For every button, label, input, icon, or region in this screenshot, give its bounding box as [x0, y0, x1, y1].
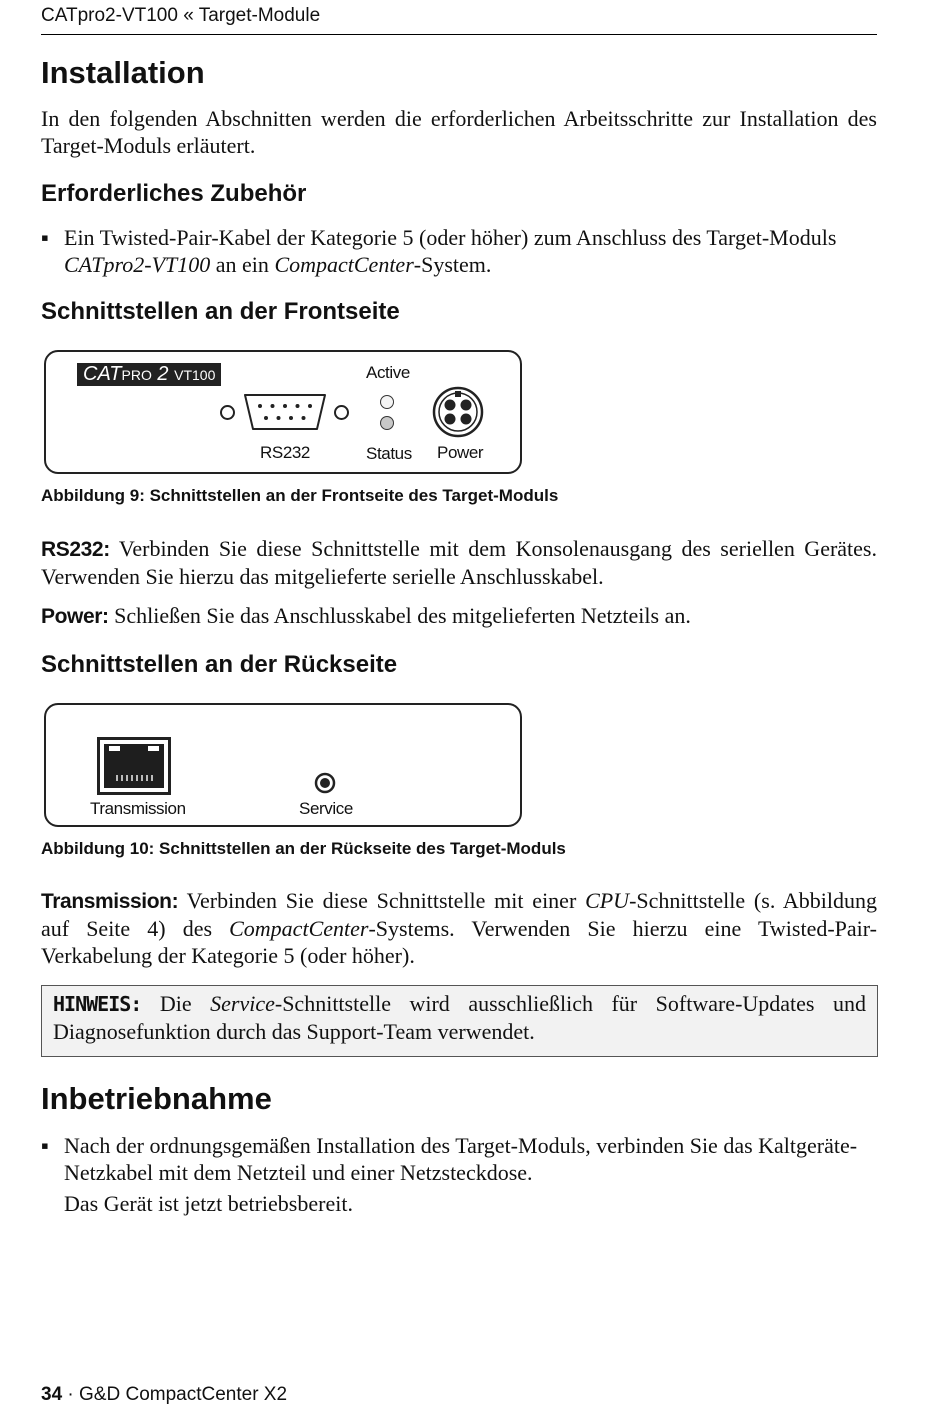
brand-logo-text-1: CAT	[83, 363, 122, 385]
system-name: CompactCenter	[274, 252, 414, 277]
figure-10-caption: Abbildung 10: Schnittstellen an der Rückseite des Target-Moduls	[41, 839, 566, 858]
note-term: HINWEIS:	[53, 992, 142, 1016]
transmission-term: Transmission:	[41, 890, 179, 913]
power-connector-icon	[432, 386, 484, 438]
brand-logo-text-4: VT100	[174, 367, 216, 383]
front-heading: Schnittstellen an der Frontseite	[41, 298, 400, 325]
accessories-heading: Erforderliches Zubehör	[41, 180, 307, 207]
accessories-text-1: Ein Twisted-Pair-Kabel der Kategorie 5 (oder höher) zum Anschluss des Target-Moduls	[64, 225, 837, 250]
front-panel-figure	[44, 350, 522, 474]
product-name: CATpro2-VT100	[64, 252, 211, 277]
page-footer	[41, 1384, 287, 1406]
running-header	[41, 5, 877, 35]
service-label: Service	[299, 799, 353, 818]
transmission-text-2: -Schnittstelle (s. Abbildung auf Seite 4) des	[41, 888, 877, 941]
bullet-marker: ▪	[41, 225, 49, 250]
rs232-screw-left	[220, 405, 235, 420]
rs232-description	[41, 535, 877, 590]
installation-intro: In den folgenden Abschnitten werden die erforderlichen Arbeitsschritte zur Installation des Target-Moduls erläutert.	[41, 106, 877, 158]
transmission-text-3: -Systems. Verwenden Sie hierzu eine Twisted-Pair-Verkabelung der Kategorie 5 (oder höher).	[41, 916, 877, 968]
accessories-item-text	[64, 224, 877, 278]
rs232-screw-right	[334, 405, 349, 420]
page-number: 34	[41, 1384, 63, 1405]
active-led-icon	[380, 395, 394, 409]
figure-9-caption: Abbildung 9: Schnittstellen an der Frontseite des Target-Moduls	[41, 486, 559, 505]
service-term: Service	[210, 991, 275, 1016]
rs232-label: RS232	[260, 443, 310, 462]
bullet-marker: ▪	[41, 1133, 49, 1158]
commissioning-heading: Inbetriebnahme	[41, 1081, 272, 1116]
power-label: Power	[437, 443, 484, 462]
accessories-text-2: an ein	[210, 252, 275, 277]
note-box	[41, 985, 878, 1057]
accessories-text-3: -System.	[413, 252, 492, 277]
rs232-term: RS232:	[41, 538, 110, 561]
cpu-term: CPU	[585, 888, 630, 913]
transmission-text-1: Verbinden Sie diese Schnittstelle mit einer	[178, 888, 586, 913]
brand-logo	[77, 363, 221, 386]
installation-heading: Installation	[41, 55, 205, 90]
footer-text: · G&D CompactCenter X2	[62, 1384, 288, 1405]
note-text-1: Die	[141, 991, 211, 1016]
transmission-description	[41, 887, 877, 969]
service-jack-icon	[314, 772, 336, 794]
rear-panel-figure	[44, 703, 522, 827]
status-label: Status	[366, 444, 412, 463]
power-text: Schließen Sie das Anschlusskabel des mitgelieferten Netzteils an.	[108, 603, 691, 628]
power-description	[41, 602, 877, 630]
power-term: Power:	[41, 605, 109, 628]
brand-logo-text-2: PRO	[121, 367, 152, 383]
header-title: CATpro2-VT100 « Target-Module	[41, 5, 321, 26]
system-name: CompactCenter	[229, 916, 369, 941]
commissioning-item-text: Nach der ordnungsgemäßen Installation des Target-Moduls, verbinden Sie das Kaltgeräte-Netzkabel mit dem Netzteil und einer Netzsteckdose.	[64, 1133, 858, 1185]
rear-heading: Schnittstellen an der Rückseite	[41, 651, 398, 678]
note-text-2: -Schnittstelle wird ausschließlich für Software-Updates und Diagnosefunktion durch das Support-Team verwendet.	[53, 991, 866, 1044]
rs232-connector-icon	[242, 392, 328, 432]
transmission-label: Transmission	[90, 799, 186, 818]
commissioning-list-item	[41, 1132, 877, 1217]
accessories-list-item	[41, 224, 877, 278]
brand-logo-text-3: 2	[151, 363, 169, 385]
rj45-port-icon	[97, 737, 171, 795]
status-led-icon	[380, 416, 394, 430]
active-label: Active	[366, 363, 410, 382]
commissioning-result-text: Das Gerät ist jetzt betriebsbereit.	[64, 1191, 353, 1216]
rs232-text: Verbinden Sie diese Schnittstelle mit dem Konsolenausgang des seriellen Gerätes. Verwenden Sie hierzu das mitgelieferte serielle Anschlusskabel.	[41, 536, 877, 589]
